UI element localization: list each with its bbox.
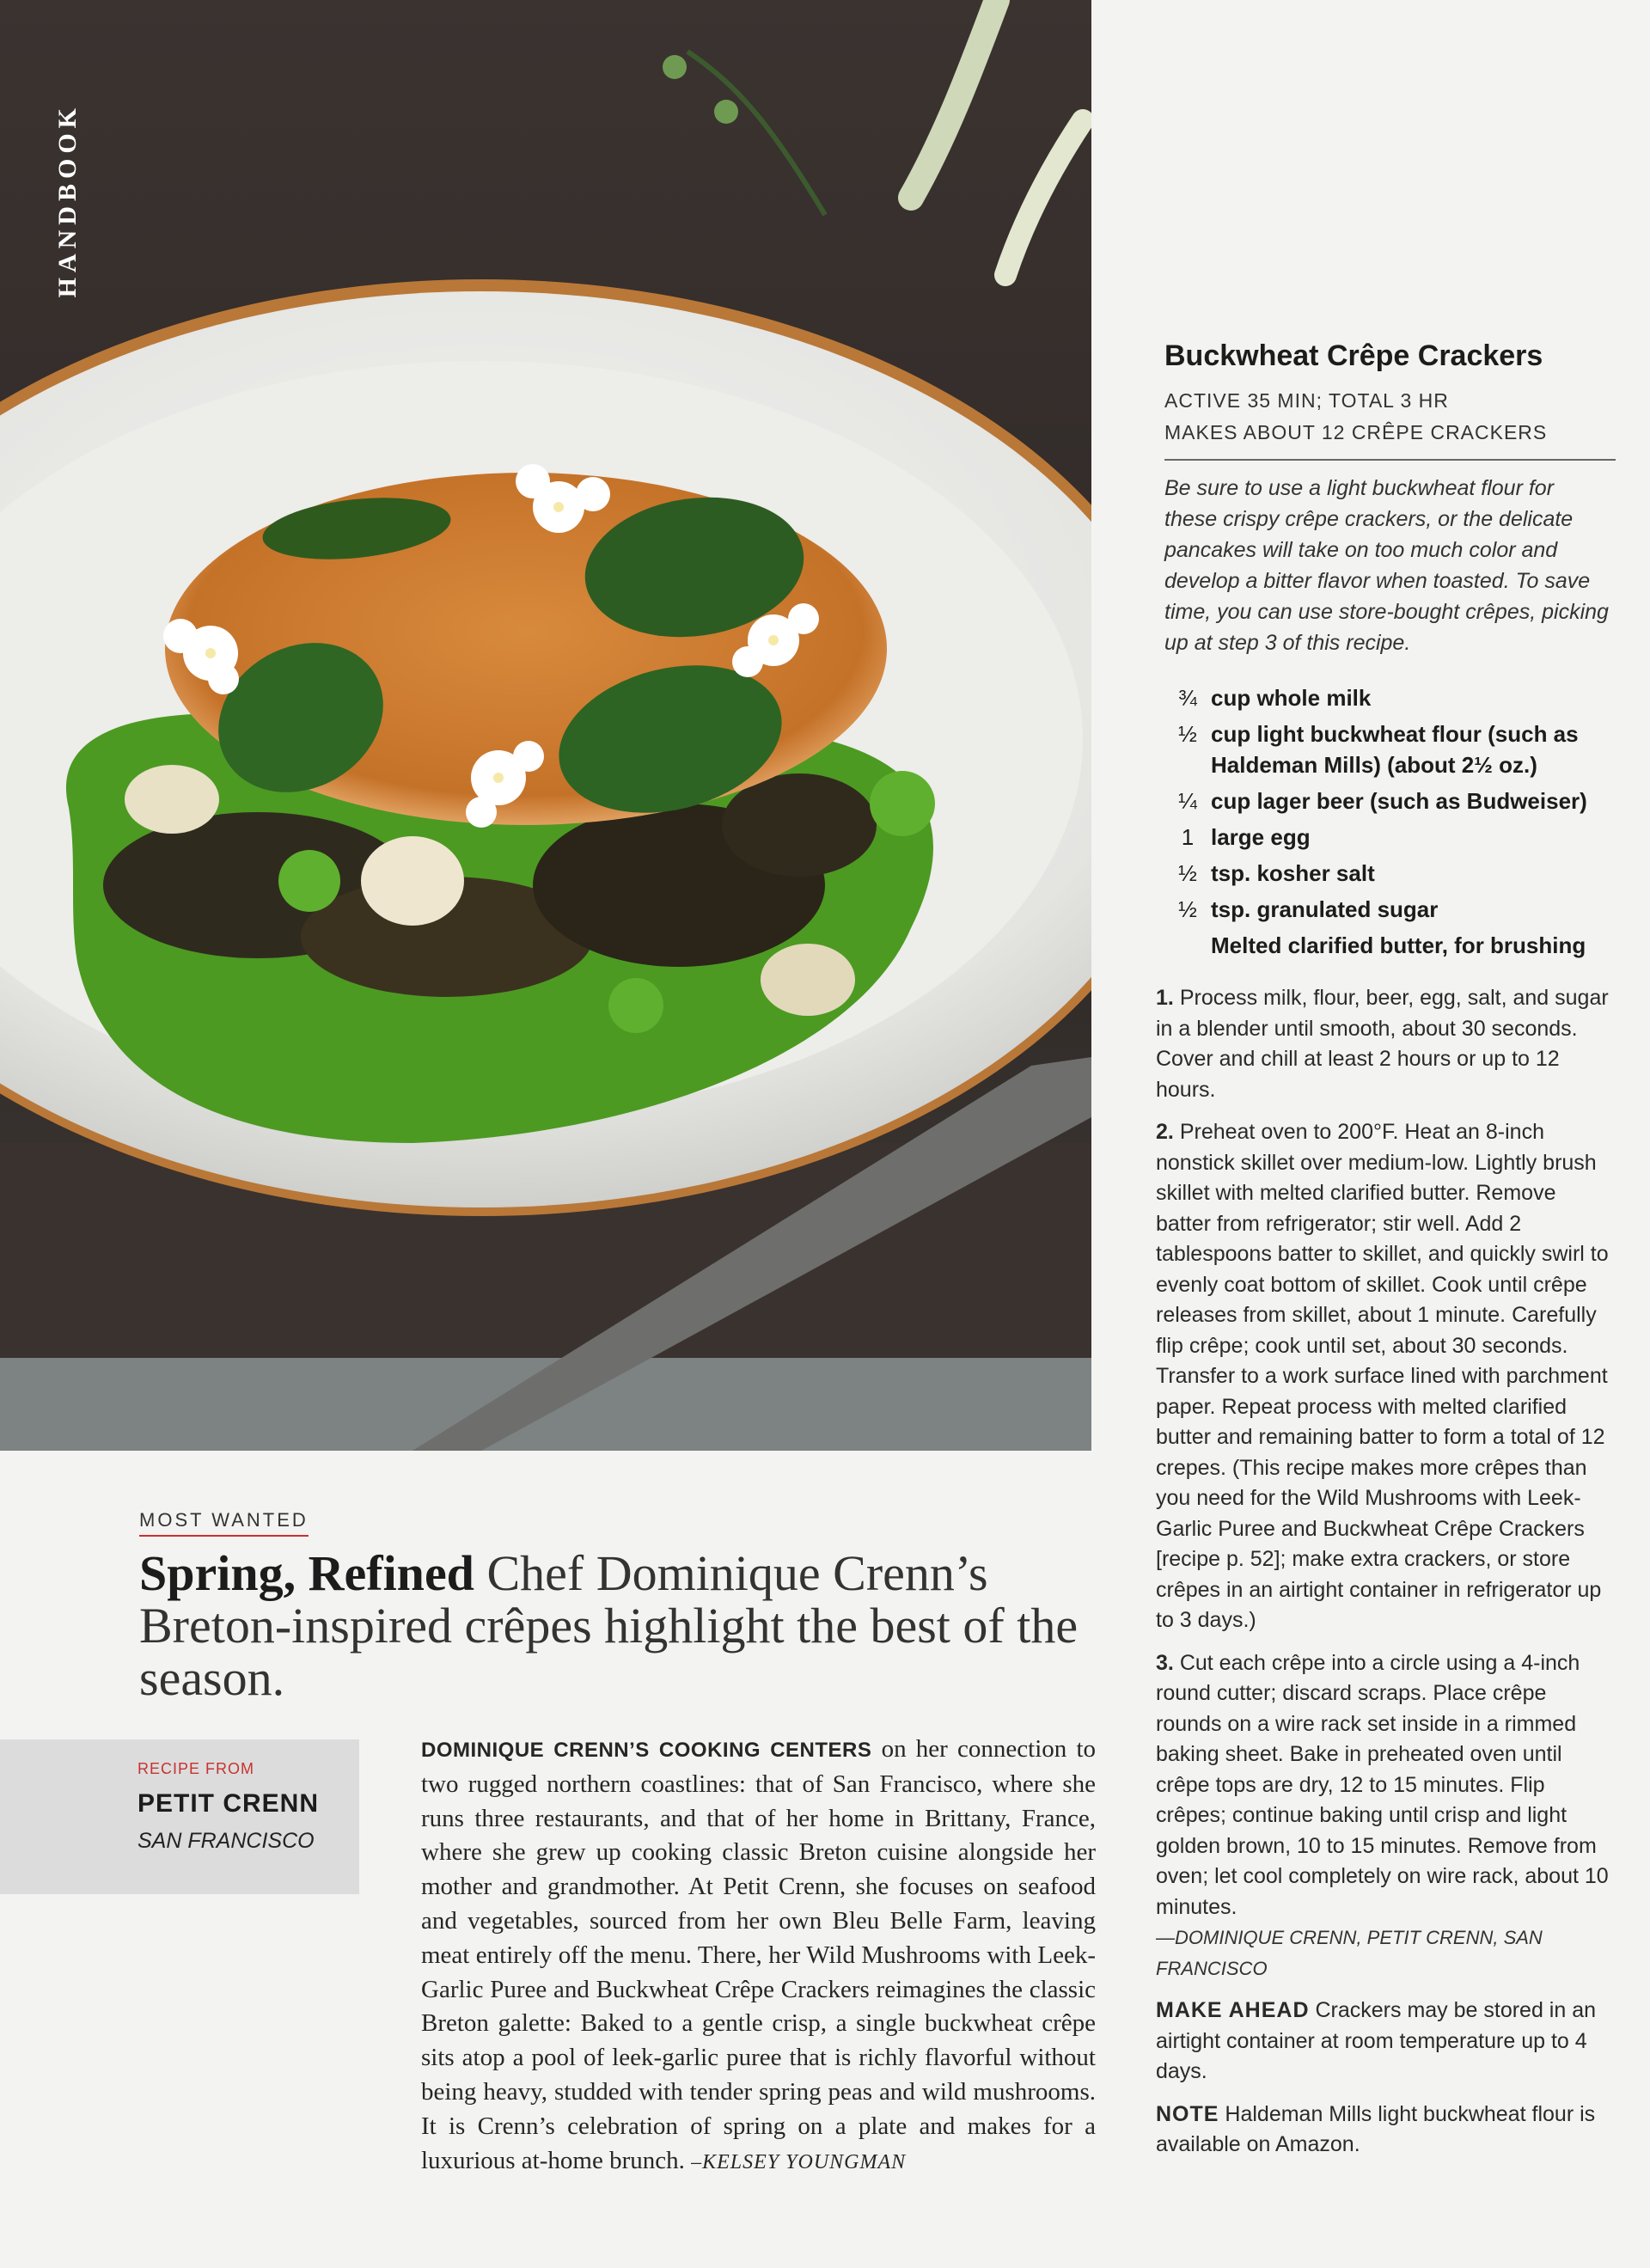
recipe-step xyxy=(1156,983,1611,1105)
recipe-from-box xyxy=(0,1739,359,1894)
headline-rest: Chef Dominique Crenn’s Breton-inspired crêpes highlight the best of the season. xyxy=(139,1545,1079,1706)
ingredient-list xyxy=(1164,682,1611,961)
make-ahead-note xyxy=(1156,1996,1611,2088)
ingredient-text: large egg xyxy=(1211,824,1311,850)
step-number: 2. xyxy=(1156,1120,1174,1144)
byline: –KELSEY YOUNGMAN xyxy=(691,2150,907,2173)
ingredient-text: tsp. kosher salt xyxy=(1211,860,1375,886)
recipe-column xyxy=(1156,339,1611,2173)
ingredient-row xyxy=(1164,858,1611,889)
ingredient-row xyxy=(1164,718,1611,780)
recipe-intro: Be sure to use a light buckwheat flour for these crispy crêpe crackers, or the delicate pancakes will take on too much color and develop a bitter flavor when toasted. To save time, you can use store-bought crêpes, picking up at step 3 of this recipe. xyxy=(1164,476,1609,655)
step-text: Cut each crêpe into a circle using a 4-inch round cutter; discard scraps. Place crêpe rounds on a wire rack set inside in a rimmed baking sheet. Bake in preheated oven until crêpe tops are dry, 12 to 15 minutes. Flip crêpes; continue baking until crisp and light golden brown, 10 to 15 minutes. Remove from oven; let cool completely on wire rack, about 10 minutes. xyxy=(1156,1650,1609,1919)
make-ahead-label: MAKE AHEAD xyxy=(1156,1998,1310,2022)
recipe-from-label: RECIPE FROM xyxy=(138,1760,255,1777)
article-body xyxy=(421,1733,1096,2179)
step-number: 3. xyxy=(1156,1650,1174,1675)
recipe-step xyxy=(1156,1117,1611,1636)
ingredient-qty: ½ xyxy=(1178,896,1197,922)
section-label: HANDBOOK xyxy=(53,103,82,298)
article-text: on her connection to two rugged northern coastlines: that of San Francisco, where she runs three restaurants, and that of her home in Brittany, France, where she grew up cooking classic Breton cuisine alongside her mother and grandmother. At Petit Crenn, she focuses on seafood and vegetables, sourced from her own Bleu Belle Farm, leaving meat entirely off the menu. There, her Wild Mushrooms with Leek-Garlic Puree and Buckwheat Crêpe Crackers reimagines the classic Breton galette: Baked to a gentle crisp, a single buckwheat crêpe sits atop a pool of leek-garlic puree that is richly flavorful without being heavy, studded with tender spring peas and wild mushrooms. It is Crenn’s celebration of spring on a plate and makes for a luxurious at-home brunch. xyxy=(421,1735,1097,2174)
step-text: Process milk, flour, beer, egg, salt, and sugar in a blender until smooth, about 30 seconds. Cover and chill at least 2 hours or up to 12 hours. xyxy=(1156,986,1609,1102)
ingredient-row xyxy=(1164,822,1611,853)
kicker: MOST WANTED xyxy=(139,1509,309,1537)
note-label: NOTE xyxy=(1156,2101,1219,2126)
ingredient-text: Melted clarified butter, for brushing xyxy=(1211,932,1586,958)
ingredient-row xyxy=(1164,894,1611,925)
step-number: 1. xyxy=(1156,986,1174,1010)
headline xyxy=(139,1547,1093,1704)
ingredient-qty: ½ xyxy=(1178,860,1197,886)
plate-illustration xyxy=(0,0,1091,1451)
recipe-credit: —DOMINIQUE CRENN, PETIT CRENN, SAN FRANCISCO xyxy=(1156,1927,1543,1979)
recipe-time: ACTIVE 35 MIN; TOTAL 3 HR xyxy=(1164,389,1449,412)
recipe-title: Buckwheat Crêpe Crackers xyxy=(1164,339,1543,372)
ingredient-text: cup light buckwheat flour (such as Haldeman Mills) (about 2½ oz.) xyxy=(1211,721,1579,778)
ingredient-row xyxy=(1164,786,1611,816)
divider xyxy=(1164,459,1616,461)
restaurant-city: SAN FRANCISCO xyxy=(138,1829,315,1853)
note xyxy=(1156,2100,1611,2161)
article-lead: DOMINIQUE CRENN’S COOKING CENTERS xyxy=(421,1739,872,1762)
step-text: Preheat oven to 200°F. Heat an 8-inch nonstick skillet over medium-low. Lightly brush skillet with melted clarified butter. Remove batter from refrigerator; stir well. Add 2 tablespoons batter to skillet, and quickly swirl to evenly coat bottom of skillet. Cook until crêpe releases from skillet, about 1 minute. Carefully flip crêpe; cook until set, about 30 seconds. Transfer to a work surface lined with parchment paper. Repeat process with melted clarified butter and remaining batter to form a total of 12 crepes. (This recipe makes more crêpes than you need for the Wild Mushrooms with Leek-Garlic Puree and Buckwheat Crêpe Crackers [recipe p. 52]; make extra crackers, or store crêpes in an airtight container in refrigerator up to 3 days.) xyxy=(1156,1120,1609,1632)
dish-photo xyxy=(0,0,1091,1451)
ingredient-row xyxy=(1164,682,1611,713)
ingredient-qty: ¾ xyxy=(1178,685,1197,711)
recipe-yield: MAKES ABOUT 12 CRÊPE CRACKERS xyxy=(1164,421,1548,443)
ingredient-row xyxy=(1164,930,1611,961)
note-text: Haldeman Mills light buckwheat flour is available on Amazon. xyxy=(1156,2101,1596,2156)
ingredient-text: tsp. granulated sugar xyxy=(1211,896,1439,922)
ingredient-text: cup lager beer (such as Budweiser) xyxy=(1211,788,1587,814)
ingredient-qty xyxy=(1164,930,1211,961)
recipe-step xyxy=(1156,1648,1611,1984)
ingredient-qty: ¼ xyxy=(1178,788,1197,814)
ingredient-text: cup whole milk xyxy=(1211,685,1372,711)
restaurant-name: PETIT CRENN xyxy=(138,1789,320,1818)
headline-bold: Spring, Refined xyxy=(139,1545,474,1601)
make-ahead-text: Crackers may be stored in an airtight container at room temperature up to 4 days. xyxy=(1156,1998,1597,2083)
ingredient-qty: 1 xyxy=(1181,824,1195,850)
ingredient-qty: ½ xyxy=(1178,721,1197,747)
